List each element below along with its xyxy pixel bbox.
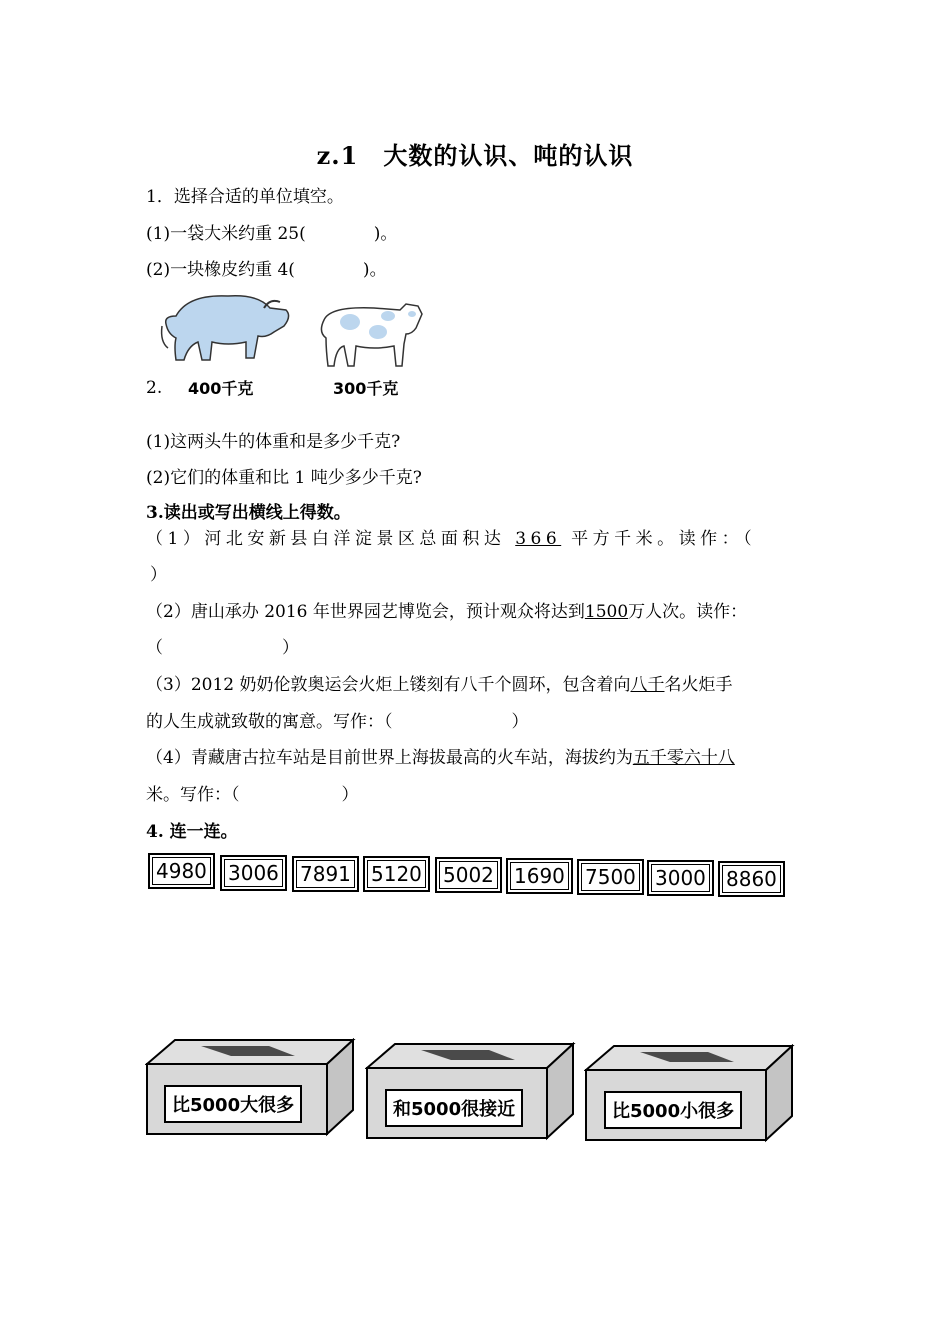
number-card[interactable]: 5002 [435, 857, 502, 893]
number-card[interactable]: 7500 [577, 859, 644, 895]
q3-part-2-line2: （ ） [146, 638, 299, 658]
q2-item-2: (2)它们的体重和比 1 吨少多少千克? [146, 468, 422, 488]
buffalo-illustration [158, 286, 298, 366]
page-title: z.1 大数的认识、吨的认识 [316, 141, 634, 170]
cow-illustration [314, 292, 430, 372]
q3-part-2-number: 1500 [584, 602, 629, 622]
number-card[interactable]: 3006 [220, 855, 287, 891]
number-card[interactable]: 5120 [363, 856, 430, 892]
buffalo-weight: 400千克 [188, 379, 254, 398]
box-close-label: 和5000很接近 [385, 1089, 523, 1127]
q3-part-4-number: 五千零六十八 [632, 748, 735, 768]
q1-heading: 1．选择合适的单位填空。 [146, 187, 344, 207]
q1-item-2: (2)一块橡皮约重 4( )。 [146, 260, 387, 280]
q4-heading: 4. 连一连。 [146, 822, 238, 842]
q3-heading: 3.读出或写出横线上得数。 [146, 503, 351, 523]
number-card[interactable]: 1690 [506, 858, 573, 894]
q3-part-1-number: 366 [515, 529, 562, 549]
q3-part-1: （1）河北安新县白洋淀景区总面积达 366 平方千米。读作：（ [146, 529, 757, 549]
q2-item-1: (1)这两头牛的体重和是多少千克? [146, 432, 401, 452]
q3-part-3: （3）2012 奶奶伦敦奥运会火炬上镂刻有八千个圆环，包含着向八千名火炬手 [146, 675, 733, 695]
q3-part-1-line2: ） [150, 565, 167, 585]
q3-part-4-line2: 米。写作：（ ） [146, 785, 359, 805]
number-card[interactable]: 8860 [718, 861, 785, 897]
q3-part-3-line2: 的人生成就致敬的寓意。写作：（ ） [146, 712, 529, 732]
q3-part-2: （2）唐山承办 2016 年世界园艺博览会，预计观众将达到1500万人次。读作： [146, 602, 748, 622]
q3-part-3-number: 八千 [630, 675, 665, 695]
q3-part-4: （4）青藏唐古拉车站是目前世界上海拔最高的火车站，海拔约为五千零六十八 [146, 748, 735, 768]
box-less-label: 比5000小很多 [604, 1091, 742, 1129]
q2-number: 2. [146, 378, 163, 398]
q1-item-1: (1)一袋大米约重 25( )。 [146, 224, 398, 244]
number-card[interactable]: 3000 [647, 860, 714, 896]
cow-weight: 300千克 [333, 379, 399, 398]
number-card[interactable]: 4980 [148, 853, 215, 889]
number-card[interactable]: 7891 [292, 856, 359, 892]
box-greater-label: 比5000大很多 [164, 1085, 302, 1123]
